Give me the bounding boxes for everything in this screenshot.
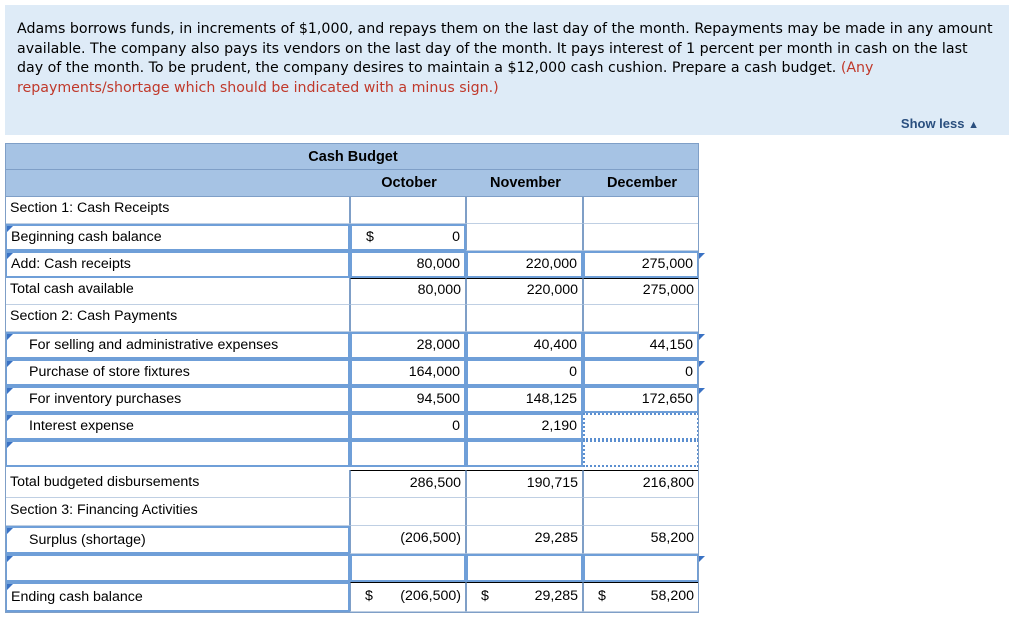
value-cell-december — [583, 470, 699, 498]
row-label[interactable] — [5, 359, 350, 386]
row-label — [5, 278, 350, 305]
value-cell-november[interactable] — [466, 440, 583, 467]
cell-value: 28,000 — [416, 337, 460, 353]
value-cell-december — [583, 278, 699, 305]
cell-value: (206,500) — [400, 530, 461, 546]
prompt-instruction: (Any repayments/shortage which should be indicated with a minus sign.) — [17, 60, 874, 96]
value-cell-october — [350, 526, 466, 554]
cell-value: 0 — [685, 364, 693, 380]
row-label-text: Total budgeted disbursements — [10, 474, 200, 490]
value-cell-december — [583, 224, 699, 251]
value-cell-december — [583, 305, 699, 332]
dollar-sign: $ — [598, 588, 606, 604]
triangle-up-icon: ▲ — [968, 119, 979, 131]
row-label[interactable] — [5, 332, 350, 359]
value-cell-november[interactable] — [466, 386, 583, 413]
row-label-text: Beginning cash balance — [11, 229, 162, 245]
value-cell-november — [466, 526, 583, 554]
dropdown-marker-icon — [7, 528, 13, 534]
row-label-text: Add: Cash receipts — [11, 256, 131, 272]
value-cell-december[interactable] — [583, 386, 699, 413]
cell-marker-icon — [699, 361, 705, 367]
value-cell-october[interactable] — [350, 332, 466, 359]
value-cell-november[interactable] — [466, 332, 583, 359]
value-cell-october — [350, 305, 466, 332]
row-label-text: Section 1: Cash Receipts — [10, 200, 170, 216]
value-cell-december — [583, 197, 699, 224]
value-cell-october[interactable] — [350, 386, 466, 413]
value-cell-november[interactable] — [466, 554, 583, 582]
cell-value: 286,500 — [409, 475, 461, 491]
row-label-text: For selling and administrative expenses — [29, 337, 279, 353]
value-cell-november[interactable] — [466, 413, 583, 440]
value-cell-october[interactable] — [350, 440, 466, 467]
row-label[interactable] — [5, 526, 350, 554]
value-cell-november — [466, 470, 583, 498]
value-cell-october[interactable] — [350, 554, 466, 582]
value-cell-december[interactable] — [583, 251, 699, 278]
value-cell-october — [350, 582, 466, 612]
cell-value: 80,000 — [417, 282, 461, 298]
value-cell-october[interactable] — [350, 359, 466, 386]
prompt-text: Adams borrows funds, in increments of $1,000, and repays them on the last day of the month. Repayments may be made in any amount available. The company also pays its vendors on the last day of the month. It pays interest of 1 percent per month in cash on the last day of the month. To be prudent, the company desires to maintain a $12,000 cash cushion. Prepare a cash budget. — [17, 21, 993, 76]
cell-marker-icon — [699, 388, 705, 394]
show-less-link[interactable] — [901, 114, 979, 136]
dropdown-marker-icon — [7, 556, 13, 562]
table-header-row — [5, 170, 699, 197]
cell-value: 275,000 — [642, 282, 694, 298]
dropdown-marker-icon — [7, 226, 13, 232]
cell-value: 29,285 — [534, 588, 578, 604]
value-cell-december[interactable] — [583, 359, 699, 386]
cell-marker-icon — [699, 253, 705, 259]
row-label[interactable] — [5, 554, 350, 582]
cell-value: 220,000 — [526, 282, 578, 298]
cell-value: (206,500) — [400, 588, 461, 604]
cell-value: 275,000 — [641, 256, 693, 272]
row-label[interactable] — [5, 251, 350, 278]
dollar-sign: $ — [481, 588, 489, 604]
value-cell-november — [466, 305, 583, 332]
column-header-november: November — [490, 175, 561, 191]
dollar-sign: $ — [366, 229, 374, 245]
cell-value: 40,400 — [533, 337, 577, 353]
dropdown-marker-icon — [7, 584, 13, 590]
cell-value: 80,000 — [416, 256, 460, 272]
row-label-text: Section 2: Cash Payments — [10, 308, 178, 324]
cell-value: 172,650 — [641, 391, 693, 407]
value-cell-december[interactable] — [583, 332, 699, 359]
cell-value: 190,715 — [526, 475, 578, 491]
cell-value: 2,190 — [541, 418, 577, 434]
problem-prompt — [5, 5, 1009, 135]
dropdown-marker-icon — [7, 361, 13, 367]
row-label — [5, 197, 350, 224]
row-label — [5, 498, 350, 526]
cell-value: 44,150 — [649, 337, 693, 353]
cell-value: 94,500 — [416, 391, 460, 407]
column-header-october: October — [381, 175, 437, 191]
row-label[interactable] — [5, 386, 350, 413]
value-cell-november — [466, 498, 583, 526]
dollar-sign: $ — [365, 588, 373, 604]
show-less-label: Show less — [900, 116, 965, 131]
cell-marker-icon — [699, 334, 705, 340]
dropdown-marker-icon — [7, 253, 13, 259]
value-cell-october — [350, 278, 466, 305]
cell-marker-icon — [699, 556, 705, 562]
cell-value: 58,200 — [650, 530, 694, 546]
value-cell-november[interactable] — [466, 359, 583, 386]
value-cell-december — [583, 498, 699, 526]
cell-value: 29,285 — [534, 530, 578, 546]
cell-value: 216,800 — [642, 475, 694, 491]
cell-value: 0 — [569, 364, 577, 380]
value-cell-december[interactable] — [583, 413, 699, 440]
row-label[interactable] — [5, 224, 350, 251]
cash-budget-table — [5, 143, 699, 613]
value-cell-october[interactable] — [350, 413, 466, 440]
cell-value: 58,200 — [650, 588, 694, 604]
value-cell-december[interactable] — [583, 554, 699, 582]
value-cell-october — [350, 197, 466, 224]
row-label[interactable] — [5, 582, 350, 612]
row-label-text: Purchase of store fixtures — [29, 364, 190, 380]
value-cell-november — [466, 582, 583, 612]
value-cell-november — [466, 197, 583, 224]
dropdown-marker-icon — [7, 334, 13, 340]
cell-value: 0 — [452, 229, 460, 245]
value-cell-october — [350, 498, 466, 526]
value-cell-december — [583, 526, 699, 554]
row-label-text: Interest expense — [29, 418, 134, 434]
dropdown-marker-icon — [7, 388, 13, 394]
value-cell-december[interactable] — [583, 440, 699, 467]
row-label — [5, 305, 350, 332]
value-cell-november[interactable] — [466, 251, 583, 278]
row-label-text: Section 3: Financing Activities — [10, 502, 198, 518]
value-cell-october — [350, 470, 466, 498]
row-label-text: Surplus (shortage) — [29, 532, 146, 548]
row-label-text: Total cash available — [10, 281, 134, 297]
table-title: Cash Budget — [308, 149, 398, 165]
dropdown-marker-icon — [7, 415, 13, 421]
value-cell-october[interactable] — [350, 224, 466, 251]
row-label-text: Ending cash balance — [11, 589, 143, 605]
cell-value: 148,125 — [525, 391, 577, 407]
row-label[interactable] — [5, 413, 350, 440]
value-cell-october[interactable] — [350, 251, 466, 278]
value-cell-december — [583, 582, 699, 612]
table-title-row — [5, 143, 699, 170]
cell-value: 220,000 — [525, 256, 577, 272]
dropdown-marker-icon — [7, 442, 13, 448]
cell-value: 164,000 — [408, 364, 460, 380]
row-label[interactable] — [5, 440, 350, 467]
row-label-text: For inventory purchases — [29, 391, 182, 407]
cell-value: 0 — [452, 418, 460, 434]
row-label — [5, 470, 350, 498]
value-cell-november — [466, 224, 583, 251]
column-header-december: December — [606, 175, 678, 191]
value-cell-november — [466, 278, 583, 305]
